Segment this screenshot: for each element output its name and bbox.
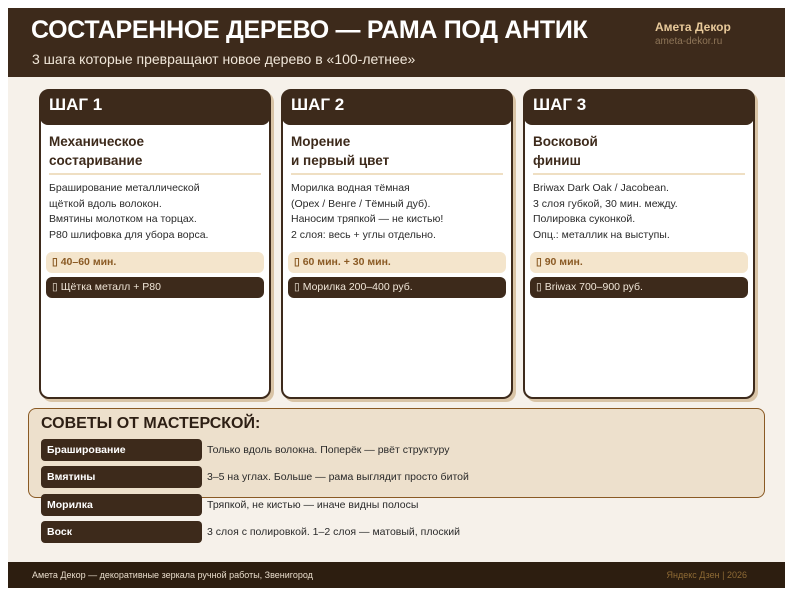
- step-line: Briwax Dark Oak / Jacobean.: [533, 182, 669, 194]
- tip-text: 3–5 на углах. Больше — рама выглядит просто битой: [207, 471, 469, 483]
- page: [8, 8, 785, 588]
- tip-label: Браширование: [41, 439, 202, 461]
- tip-label: Морилка: [41, 494, 202, 516]
- step-title: [291, 132, 503, 175]
- cost-badge: [46, 277, 264, 298]
- clock-icon: ▯: [294, 255, 300, 268]
- brand-site: ameta-dekor.ru: [655, 36, 723, 47]
- step-line: щёткой вдоль волокон.: [49, 197, 162, 210]
- step-description: [533, 181, 745, 244]
- tips-title: СОВЕТЫ ОТ МАСТЕРСКОЙ:: [41, 415, 261, 432]
- step-label: ШАГ 1: [40, 90, 270, 125]
- step-line: 3 слоя губкой, 30 мин. между.: [533, 197, 678, 210]
- step-line: Полировка суконкой.: [533, 213, 636, 226]
- page-title: СОСТАРЕННОЕ ДЕРЕВО — РАМА ПОД АНТИК: [31, 16, 588, 44]
- step-card: [39, 89, 271, 399]
- step-line: P80 шлифовка для убора ворса.: [49, 229, 209, 242]
- step-card: [523, 89, 755, 399]
- time-badge: [288, 252, 506, 273]
- step-line: Браширование металлической: [49, 182, 200, 194]
- cost-value: Морилка 200–400 руб.: [302, 280, 413, 293]
- clock-icon: ▯: [536, 255, 542, 268]
- time-badge: [46, 252, 264, 273]
- step-line: Вмятины молотком на торцах.: [49, 213, 197, 226]
- page-subtitle: 3 шага которые превращают новое дерево в «100-летнее»: [32, 51, 416, 67]
- step-title-line: состаривание: [49, 153, 143, 168]
- step-description: [291, 181, 503, 244]
- time-value: 60 мин. + 30 мин.: [302, 255, 391, 268]
- tip-row: [41, 494, 741, 516]
- step-line: 2 слоя: весь + углы отдельно.: [291, 229, 436, 242]
- step-line: Наносим тряпкой — не кистью!: [291, 213, 444, 226]
- cost-badge: [530, 277, 748, 298]
- tip-label: Вмятины: [41, 466, 202, 488]
- footer-right: Яндекс Дзен | 2026: [666, 570, 747, 580]
- footer-left: Амета Декор — декоративные зеркала ручной работы, Звенигород: [32, 570, 313, 580]
- clock-icon: ▯: [52, 255, 58, 268]
- step-card: [281, 89, 513, 399]
- tip-text: Только вдоль волокна. Поперёк — рвёт структуру: [207, 444, 450, 456]
- brand-name: Амета Декор: [655, 20, 731, 34]
- tip-text: 3 слоя с полировкой. 1–2 слоя — матовый, плоский: [207, 526, 460, 538]
- tool-icon: ▯: [536, 280, 542, 293]
- step-line: (Орех / Венге / Тёмный дуб).: [291, 197, 431, 210]
- step-label: ШАГ 3: [524, 90, 754, 125]
- footer: [8, 562, 785, 588]
- step-description: [49, 181, 261, 244]
- cost-badge: [288, 277, 506, 298]
- step-title-line: и первый цвет: [291, 153, 390, 168]
- cost-value: Briwax 700–900 руб.: [544, 280, 643, 293]
- time-value: 40–60 мин.: [60, 255, 117, 268]
- time-value: 90 мин.: [544, 255, 583, 268]
- tip-row: [41, 521, 741, 543]
- tip-row: [41, 439, 741, 461]
- tip-label: Воск: [41, 521, 202, 543]
- step-line: Опц.: металлик на выступы.: [533, 229, 670, 242]
- tool-icon: ▯: [52, 280, 58, 293]
- tip-text: Тряпкой, не кистью — иначе видны полосы: [207, 499, 419, 511]
- step-title: [49, 132, 261, 175]
- tip-row: [41, 466, 741, 488]
- cost-value: Щётка металл + P80: [60, 280, 161, 293]
- step-label: ШАГ 2: [282, 90, 512, 125]
- tool-icon: ▯: [294, 280, 300, 293]
- time-badge: [530, 252, 748, 273]
- step-title-line: Механическое: [49, 134, 145, 149]
- step-title-line: финиш: [533, 153, 581, 168]
- step-line: Морилка водная тёмная: [291, 182, 410, 194]
- header: [8, 8, 785, 77]
- step-title: [533, 132, 745, 175]
- step-title-line: Морение: [291, 134, 351, 149]
- step-title-line: Восковой: [533, 134, 598, 149]
